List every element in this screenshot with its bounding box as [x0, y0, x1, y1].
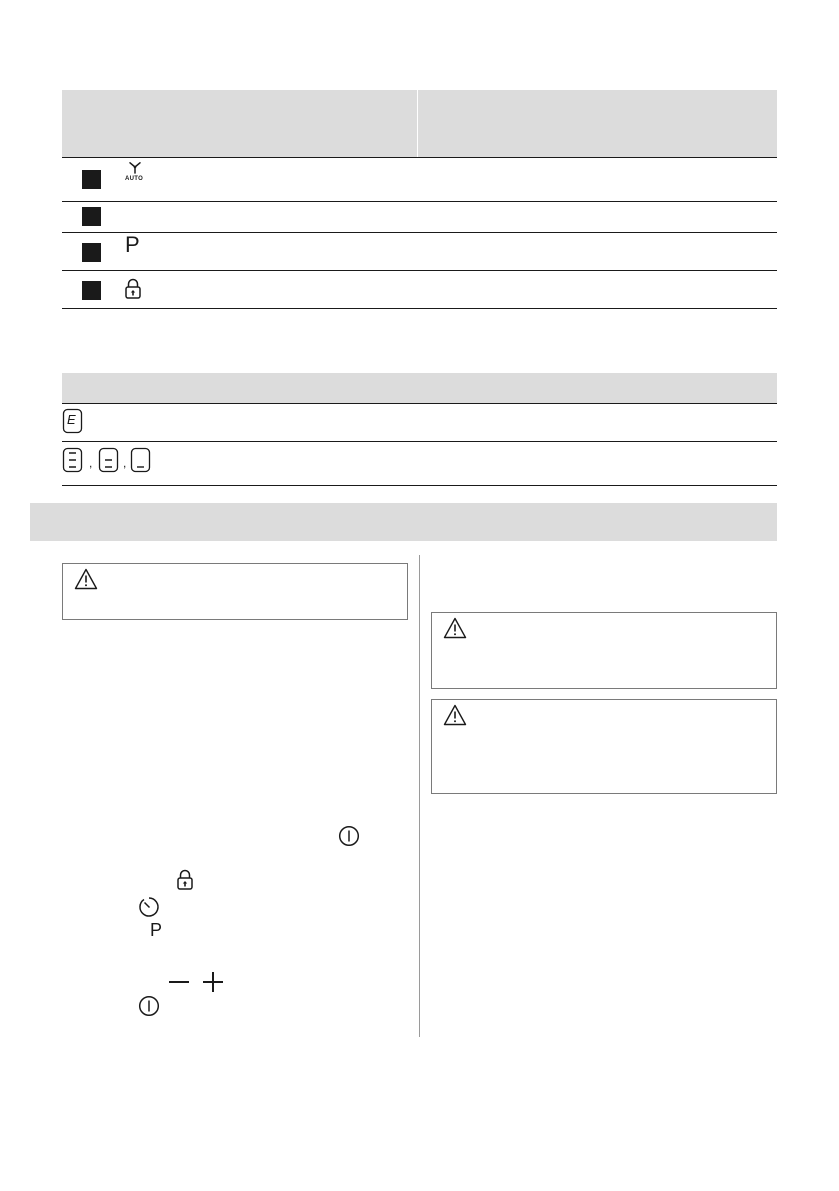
column-divider [419, 555, 420, 1037]
fan-auto-label: AUTO [125, 176, 144, 182]
on-off-icon [138, 995, 160, 1017]
warning-triangle-icon [74, 568, 98, 590]
fan-auto-icon [125, 162, 145, 176]
warning-triangle-icon [443, 617, 467, 639]
indicator-square [82, 281, 101, 300]
indicator-table-rule [62, 270, 777, 271]
warning-box [431, 699, 777, 794]
indicator-square [82, 170, 101, 189]
indicator-square [82, 243, 101, 262]
display-table-rule [62, 441, 777, 442]
on-off-icon [338, 825, 360, 847]
power-boost-icon: P [125, 232, 140, 257]
minus-icon [168, 972, 190, 992]
error-display-label: E [67, 412, 76, 427]
display-table-rule [62, 485, 777, 486]
lock-icon [124, 278, 142, 300]
segment-display-2-icon [98, 447, 120, 473]
warning-box [431, 612, 777, 689]
warning-box [62, 563, 408, 620]
segment-display-3-icon [62, 447, 84, 473]
indicator-table-header [62, 90, 777, 157]
plus-icon [202, 972, 224, 992]
section-heading-band [30, 503, 777, 541]
timer-icon [137, 895, 161, 919]
display-table-rule [62, 403, 777, 404]
indicator-table-rule [62, 308, 777, 309]
separator: , [123, 456, 127, 470]
segment-display-1-icon [130, 447, 152, 473]
power-boost-icon: P [150, 920, 163, 940]
indicator-table-rule [62, 201, 777, 202]
lock-icon [176, 869, 194, 891]
indicator-table-header-divider [417, 90, 418, 157]
warning-triangle-icon [443, 704, 467, 726]
display-table-header [62, 373, 777, 403]
indicator-table-rule [62, 157, 777, 158]
indicator-table-rule [62, 232, 777, 233]
indicator-square [82, 207, 101, 226]
separator: , [89, 456, 93, 470]
